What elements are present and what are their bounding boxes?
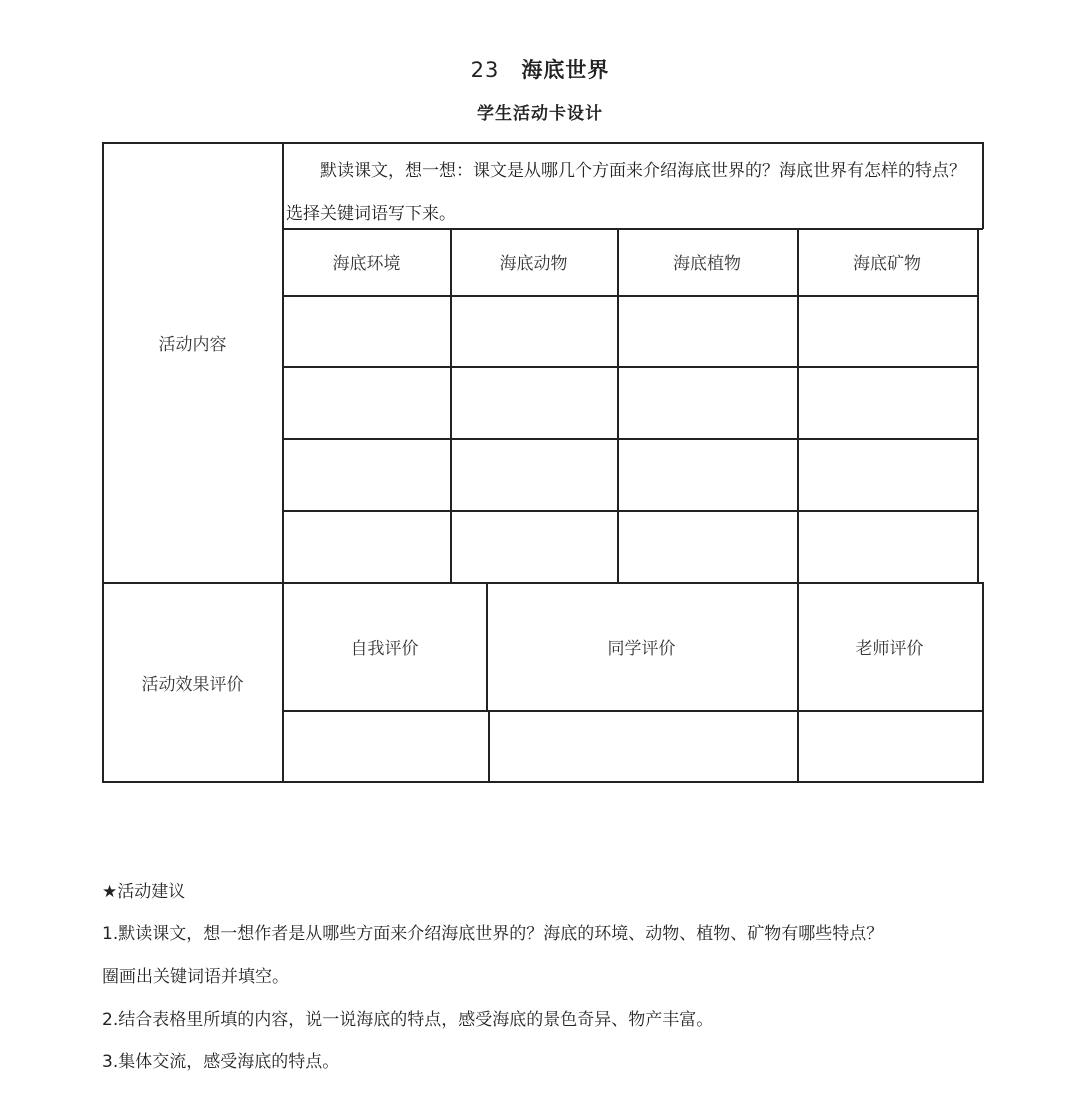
column-header-animals: 海底动物 [499, 254, 568, 274]
activity-instruction: 默读课文，想一想：课文是从哪几个方面来介绍海底世界的？海底世界有怎样的特点？选择关键词语写下来。 [286, 161, 966, 224]
suggestion-item: 圈画出关键词语并填空。 [102, 967, 289, 987]
table-line [283, 438, 978, 440]
suggestions-heading: ★活动建议 [102, 882, 186, 902]
suggestion-item: 3.集体交流，感受海底的特点。 [102, 1052, 340, 1072]
suggestion-item: 2.结合表格里所填的内容，说一说海底的特点，感受海底的景色奇异、物产丰富。 [102, 1010, 714, 1030]
page-subtitle: 学生活动卡设计 [477, 104, 603, 124]
suggestion-item: 1.默读课文，想一想作者是从哪些方面来介绍海底世界的？海底的环境、动物、植物、矿物有哪些特点？ [102, 924, 884, 944]
activity-content-label: 活动内容 [158, 334, 227, 355]
self-evaluation-header: 自我评价 [350, 638, 419, 659]
table-line [283, 710, 983, 712]
table-border-right [982, 582, 984, 783]
table-border-right [982, 142, 984, 229]
lesson-number: 23 [470, 58, 500, 82]
teacher-evaluation-header: 老师评价 [855, 638, 924, 659]
page-title [0, 54, 1080, 84]
column-header-environment: 海底环境 [332, 254, 401, 274]
column-header-plants: 海底植物 [673, 254, 741, 274]
evaluation-label: 活动效果评价 [141, 675, 244, 695]
peer-evaluation-header: 同学评价 [607, 638, 676, 659]
table-line [283, 366, 978, 368]
column-header-minerals: 海底矿物 [853, 254, 921, 274]
lesson-title: 海底世界 [521, 58, 610, 82]
table-line [283, 295, 978, 297]
table-line [977, 228, 979, 583]
table-line [283, 510, 978, 512]
table-line [488, 710, 490, 783]
